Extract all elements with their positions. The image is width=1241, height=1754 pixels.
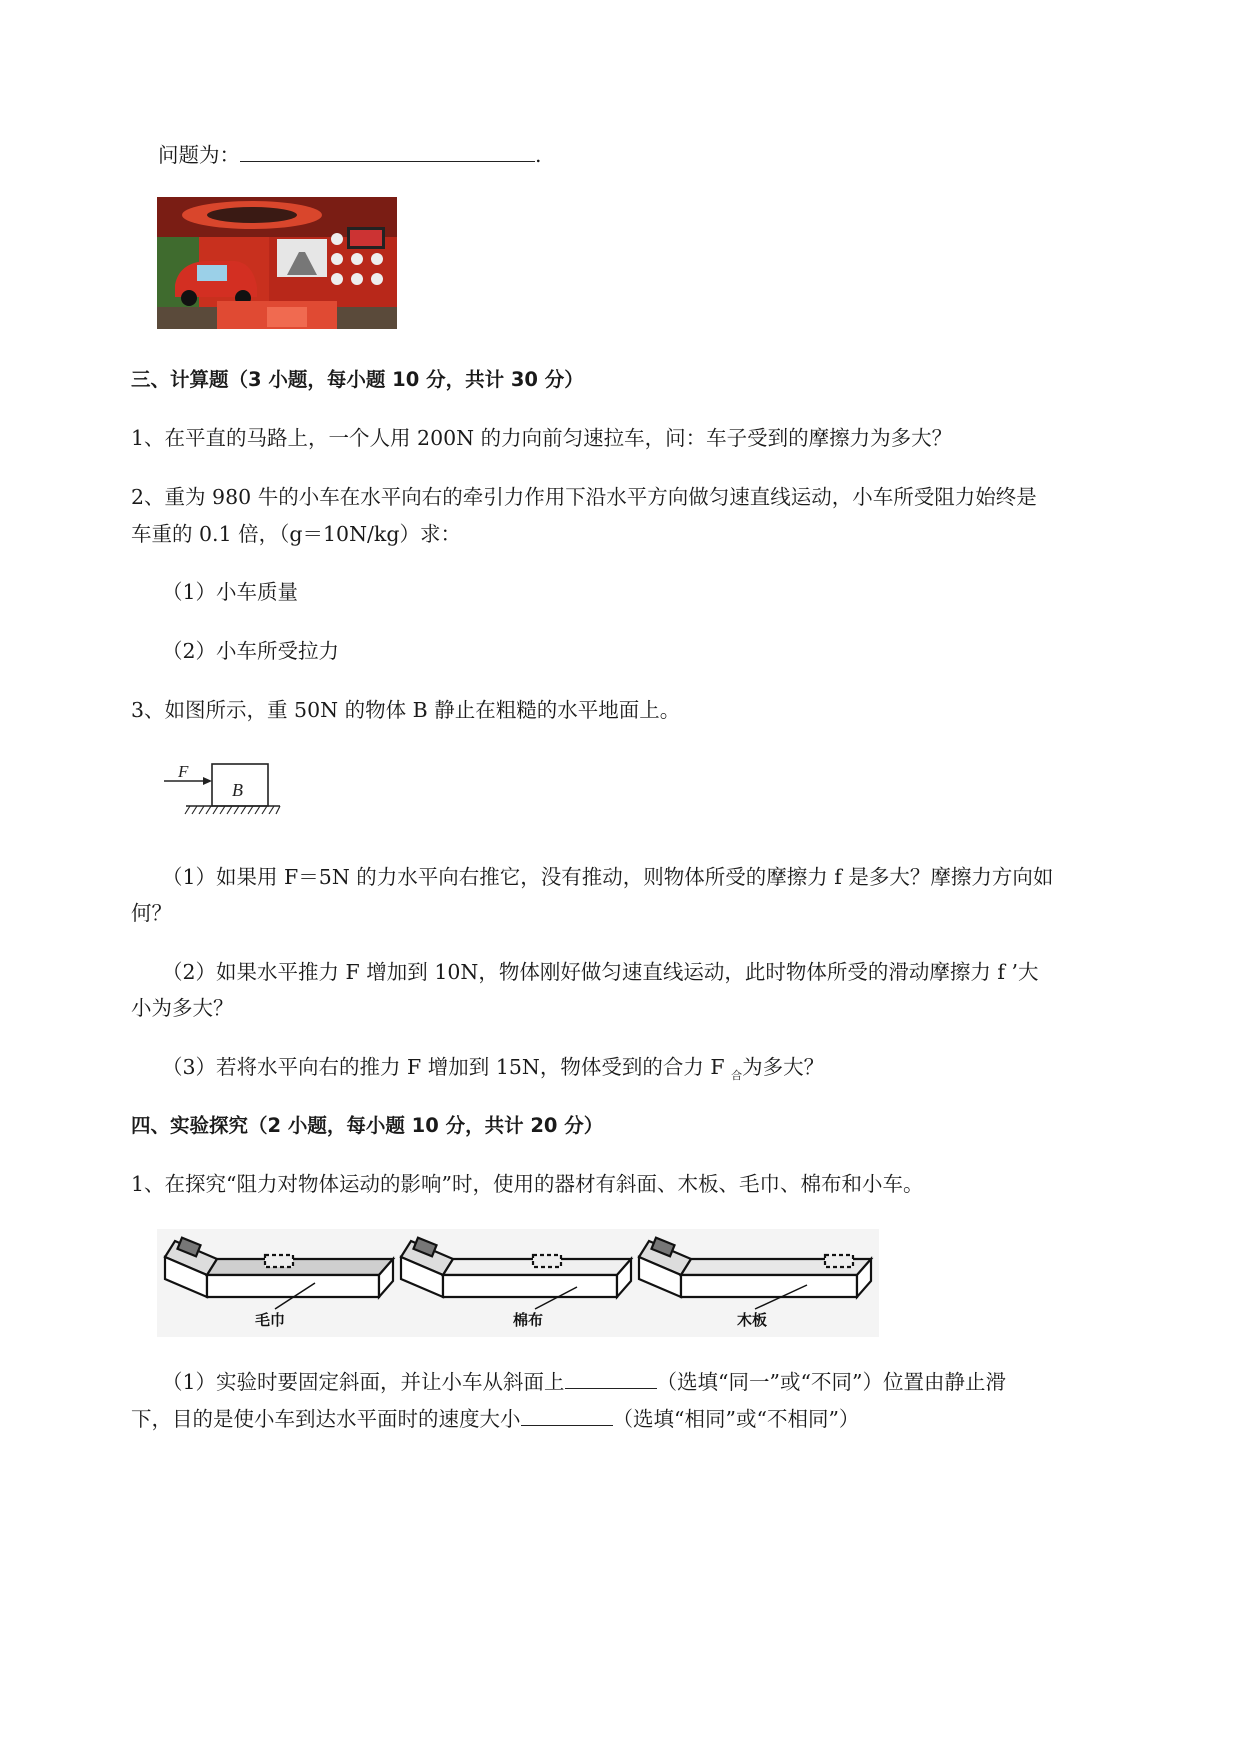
end-dot: . [535, 143, 542, 167]
section4-sub1-line1 [162, 1369, 1006, 1396]
answer-blank-same-speed[interactable] [521, 1425, 613, 1426]
surface-label-towel: 毛巾 [255, 1311, 286, 1329]
simulator-photo [157, 197, 397, 329]
section4-sub1-line2-b: （选填“相同”或“不相同”） [612, 1407, 860, 1431]
surface-label-cotton: 棉布 [513, 1311, 544, 1329]
section3-q3-sub3-post: 为多大？ [742, 1055, 825, 1079]
force-arrowhead [203, 777, 212, 785]
section3-q2-line2: 车重的 0.1 倍，（g＝10N/kg）求： [131, 522, 461, 546]
ground-hatching [185, 806, 280, 814]
section4-sub1-line1-a: （1）实验时要固定斜面，并让小车从斜面上 [162, 1370, 565, 1394]
section3-q1: 1、在平直的马路上，一个人用 200N 的力向前匀速拉车，问：车子受到的摩擦力为多大？ [131, 426, 953, 450]
force-label: F [178, 762, 189, 781]
section3-q2-sub2: （2）小车所受拉力 [162, 639, 340, 663]
section4-sub1-line1-b: （选填“同一”或“不同”）位置由静止滑 [656, 1370, 1006, 1394]
section4-sub1-line2 [131, 1406, 859, 1433]
section3-q3-sub2-line2: 小为多大？ [131, 996, 234, 1020]
section3-title: 三、计算题（3 小题，每小题 10 分，共计 30 分） [131, 368, 584, 391]
section3-q3-sub3 [162, 1054, 824, 1081]
section3-q3-sub3-pre: （3）若将水平向右的推力 F 增加到 15N，物体受到的合力 F [162, 1055, 732, 1079]
section3-q3-sub2-line1: （2）如果水平推力 F 增加到 10N，物体刚好做匀速直线运动，此时物体所受的滑动摩擦力 f ’大 [162, 960, 1039, 984]
answer-blank[interactable] [240, 161, 535, 162]
answer-blank-same-position[interactable] [565, 1388, 657, 1389]
section4-sub1-line2-a: 下，目的是使小车到达水平面时的速度大小 [131, 1407, 521, 1431]
question-prompt-line [158, 142, 542, 169]
section3-q2-sub1: （1）小车质量 [162, 580, 299, 604]
ramp-experiment-figure [157, 1229, 879, 1337]
net-force-subscript: 合 [731, 1069, 743, 1082]
section4-title: 四、实验探究（2 小题，每小题 10 分，共计 20 分） [131, 1114, 604, 1137]
section3-q3-sub1-line1: （1）如果用 F＝5N 的力水平向右推它，没有推动，则物体所受的摩擦力 f 是多大？摩擦力方向如 [162, 865, 1054, 889]
question-prompt: 问题为： [158, 143, 240, 167]
section3-q2-line1: 2、重为 980 牛的小车在水平向右的牵引力作用下沿水平方向做匀速直线运动，小车所受阻力始终是 [131, 485, 1037, 509]
block-label: B [232, 780, 243, 800]
section4-q1: 1、在探究“阻力对物体运动的影响”时，使用的器材有斜面、木板、毛巾、棉布和小车。 [131, 1172, 924, 1196]
force-diagram [158, 758, 288, 822]
surface-label-wood: 木板 [737, 1311, 768, 1329]
section3-q3-sub1-line2: 何？ [131, 901, 172, 925]
section3-q3: 3、如图所示，重 50N 的物体 B 静止在粗糙的水平地面上。 [131, 698, 681, 722]
